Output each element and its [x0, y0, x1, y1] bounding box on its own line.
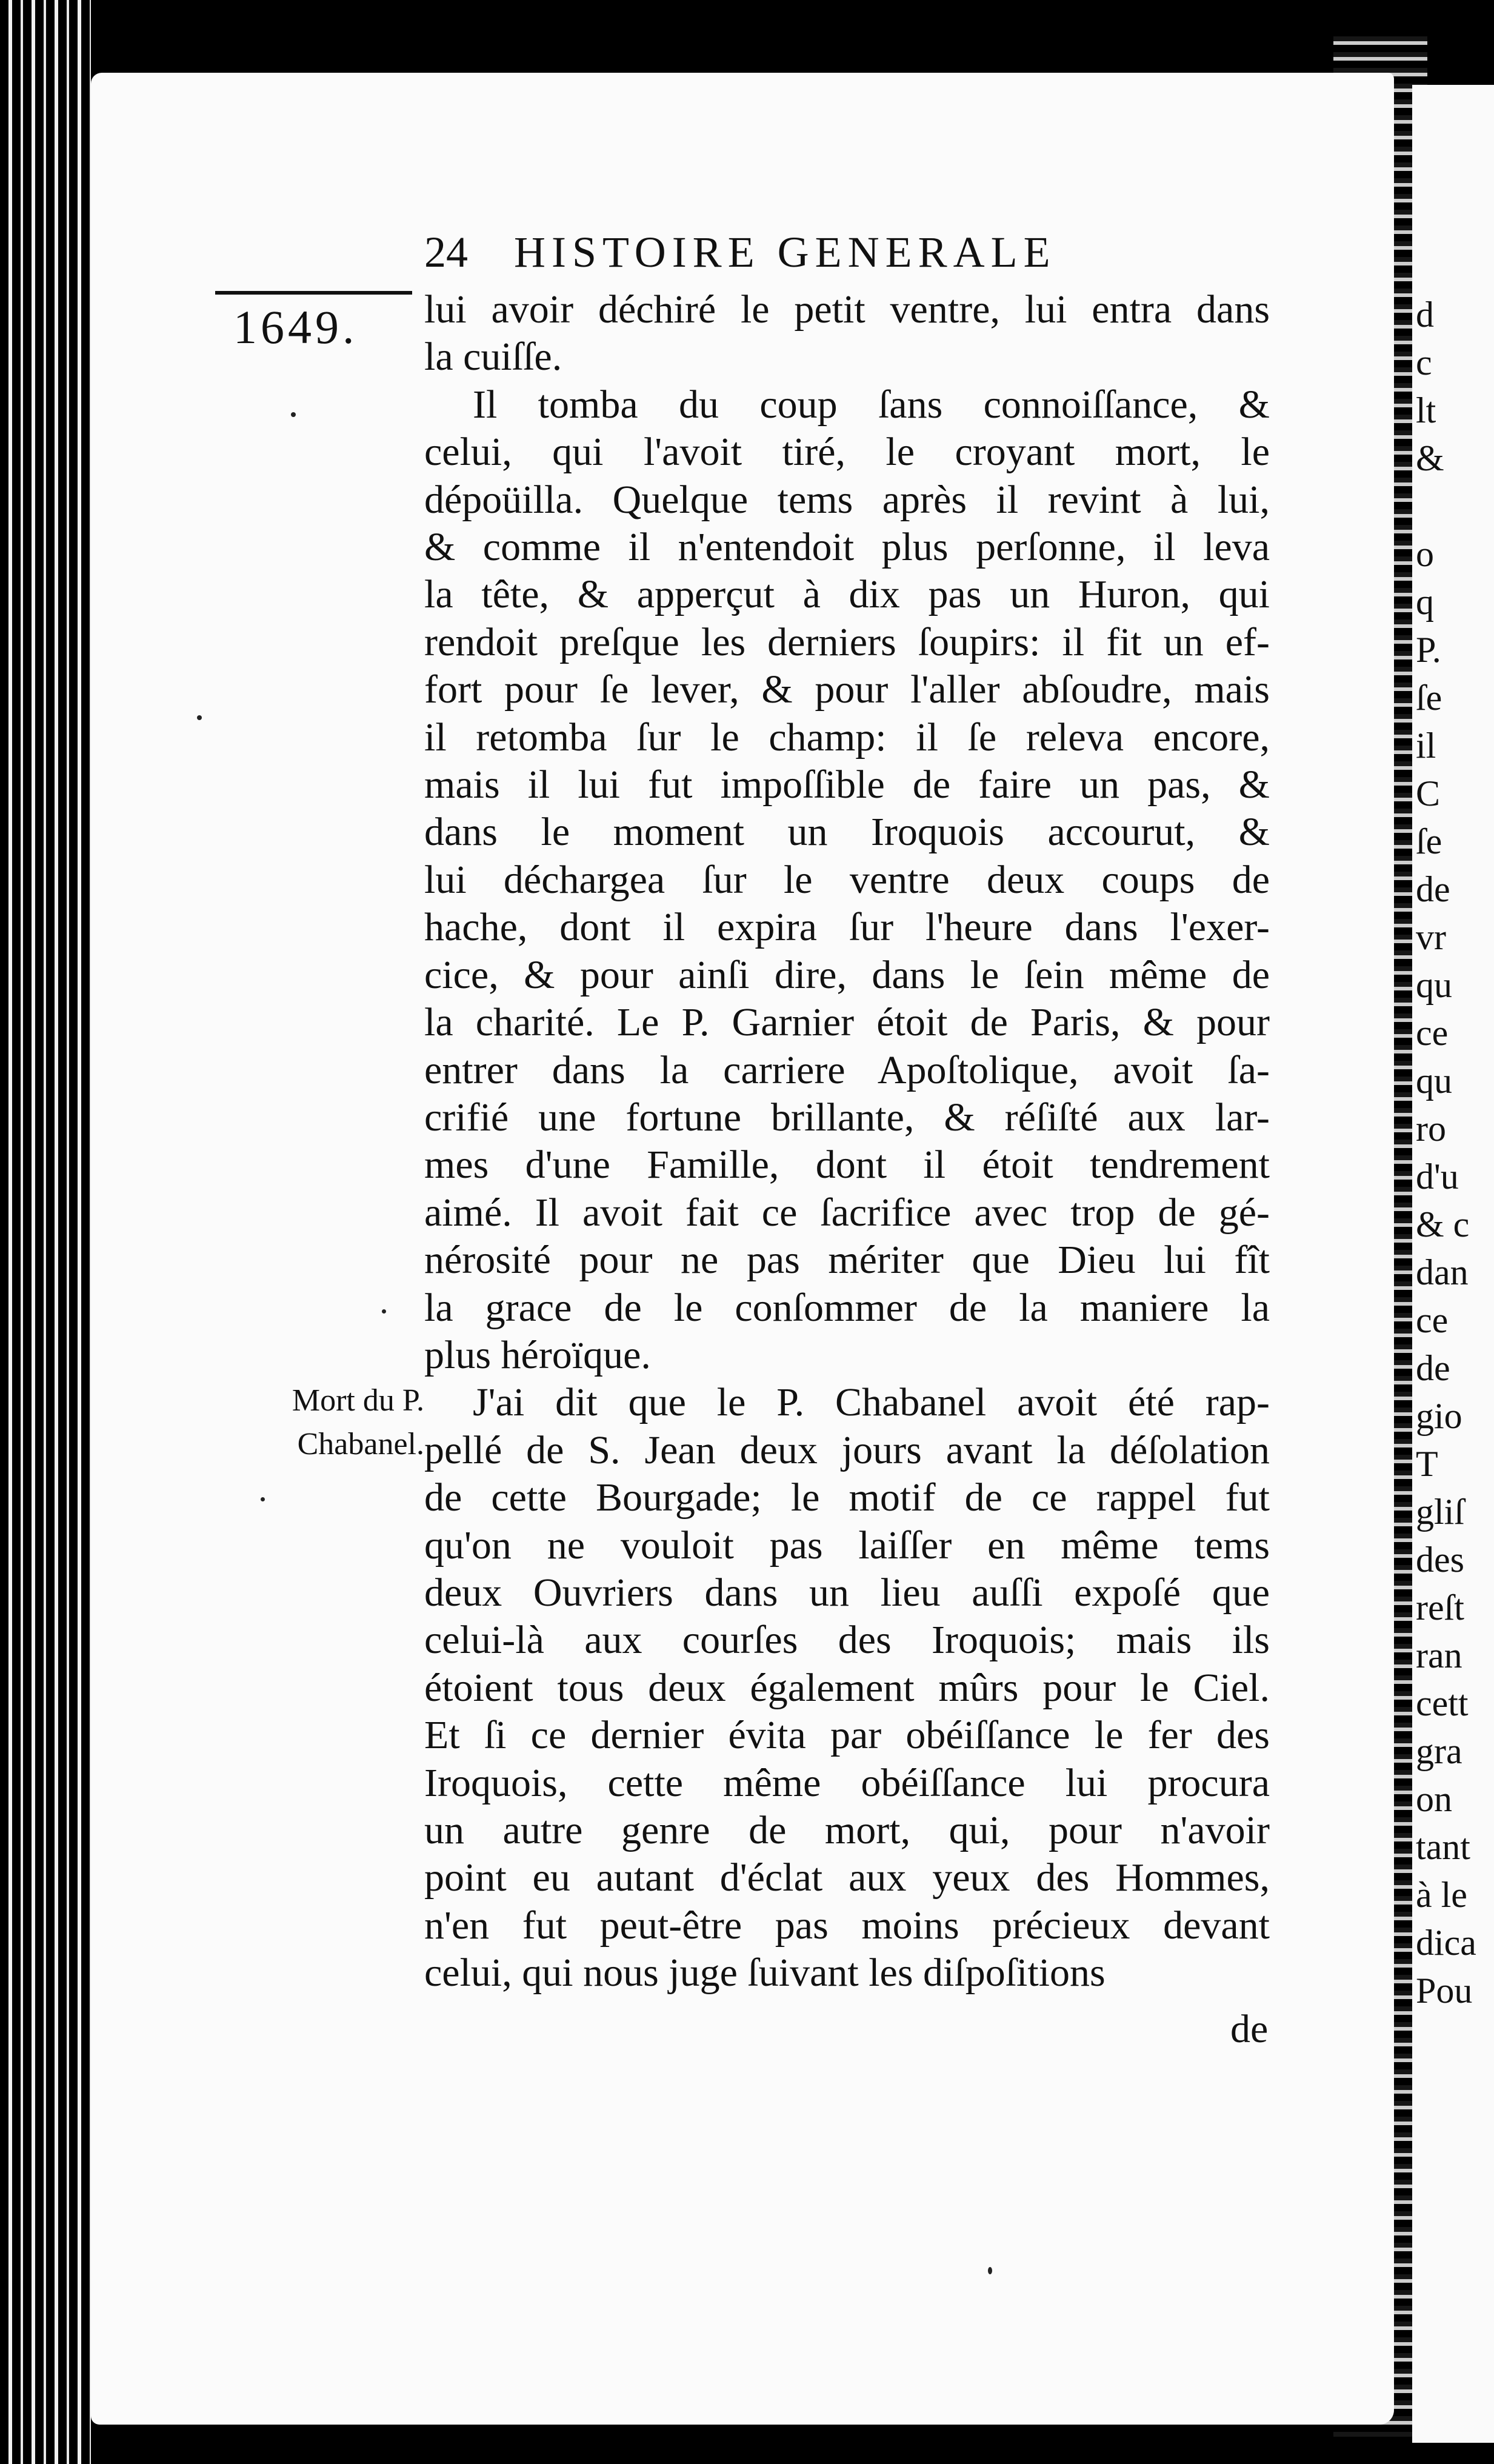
text-line: n'en fut peut-être pas moins précieux devant [424, 1903, 1270, 1948]
facing-page-line: vr [1416, 917, 1446, 957]
ink-speck [261, 1497, 265, 1501]
text-line: aimé. Il avoit fait ce ſacrifice avec trop de gé- [424, 1190, 1270, 1235]
text-line: pellé de S. Jean deux jours avant la déſolation [424, 1427, 1270, 1472]
facing-page-line: dica [1416, 1923, 1476, 1963]
facing-page-line: lt [1416, 390, 1436, 430]
facing-page-line: Pou [1416, 1971, 1473, 2011]
text-line: cice, & pour ainſi dire, dans le ſein même de [424, 952, 1270, 997]
facing-page-line: tant [1416, 1827, 1470, 1867]
text-line: mes d'une Famille, dont il étoit tendrement [424, 1143, 1270, 1187]
facing-page-line: C [1416, 773, 1441, 813]
text-line: rendoit preſque les derniers ſoupirs: il fit un ef- [424, 619, 1270, 664]
facing-page-line: ro [1416, 1109, 1446, 1149]
text-line: plus héroïque. [424, 1332, 651, 1377]
facing-page-line [1412, 482, 1494, 530]
text-line: la tête, & apperçut à dix pas un Huron, qui [424, 572, 1270, 617]
facing-page-line: il [1416, 726, 1436, 766]
text-line: celui, qui nous juge ſuivant les diſpoſitions [424, 1951, 1105, 1995]
text-line: la charité. Le P. Garnier étoit de Paris, & pour [424, 1000, 1270, 1045]
facing-page-line: ce [1416, 1013, 1449, 1053]
facing-page-line: qu [1416, 1061, 1452, 1101]
text-line: deux Ouvriers dans un lieu auſſi expoſé que [424, 1570, 1270, 1615]
text-line: celui, qui l'avoit tiré, le croyant mort, le [424, 430, 1270, 475]
ink-speck [291, 412, 296, 417]
page-number: 24 [424, 228, 468, 276]
text-line: lui avoir déchiré le petit ventre, lui entra dans [424, 287, 1270, 332]
facing-page-line: de [1416, 1348, 1450, 1388]
facing-page-line: & c [1416, 1204, 1470, 1244]
text-line: dépoüilla. Quelque tems après il revint à lui, [424, 477, 1270, 522]
facing-page-line: P. [1416, 630, 1441, 670]
margin-note-line-2: Chabanel. [297, 1427, 424, 1461]
ink-speck [197, 715, 202, 720]
margin-note-line-1: Mort du P. [292, 1383, 424, 1418]
body-text [424, 286, 1270, 1997]
text-line: la cuiſſe. [424, 335, 562, 379]
text-line: crifié une fortune brillante, & réſiſté aux lar- [424, 1095, 1270, 1140]
text-line: la grace de le conſommer de la maniere la [424, 1285, 1270, 1330]
facing-page-line: des [1416, 1540, 1464, 1580]
text-line: dans le moment un Iroquois accourut, & [424, 810, 1270, 855]
text-line: qu'on ne vouloit pas laiſſer en même tems [424, 1523, 1270, 1568]
facing-page-fragment [1412, 85, 1494, 2443]
book-spine-edge [0, 0, 91, 2464]
text-line: & comme il n'entendoit plus perſonne, il leva [424, 525, 1270, 570]
text-line: point eu autant d'éclat aux yeux des Hommes, [424, 1855, 1270, 1900]
ink-speck [988, 2267, 992, 2274]
running-title: HISTOIRE GENERALE [514, 228, 1056, 276]
facing-page-line: de [1416, 869, 1450, 909]
catchword: de [1230, 2007, 1269, 2051]
facing-page-line: on [1416, 1779, 1452, 1819]
margin-rule [215, 291, 412, 295]
facing-page-line: o [1416, 534, 1434, 574]
facing-page-line: ce [1416, 1300, 1449, 1340]
margin-note [218, 1379, 424, 1466]
facing-page-line: q [1416, 582, 1434, 622]
margin-year: 1649. [233, 301, 358, 353]
facing-page-line: ſe [1416, 821, 1442, 861]
facing-page-line: gio [1416, 1396, 1462, 1436]
text-line: nérosité pour ne pas mériter que Dieu lui fît [424, 1238, 1270, 1283]
facing-page-line: c [1416, 342, 1432, 382]
facing-page-line: & [1416, 438, 1444, 478]
facing-page-line: gra [1416, 1731, 1462, 1771]
facing-page-line: ſe [1416, 678, 1442, 718]
text-line: il retomba ſur le champ: il ſe releva encore, [424, 715, 1270, 760]
text-line: Il tomba du coup ſans connoiſſance, & [473, 382, 1270, 427]
text-line: J'ai dit que le P. Chabanel avoit été rap- [473, 1380, 1270, 1425]
facing-page-line: d'u [1416, 1157, 1459, 1197]
text-line: fort pour ſe lever, & pour l'aller abſoudre, mais [424, 667, 1270, 712]
text-line: étoient tous deux également mûrs pour le Ciel. [424, 1665, 1270, 1710]
text-line: lui déchargea ſur le ventre deux coups de [424, 857, 1270, 902]
text-line: de cette Bourgade; le motif de ce rappel fut [424, 1475, 1270, 1520]
facing-page-line: à le [1416, 1875, 1467, 1915]
text-line: entrer dans la carriere Apoſtolique, avoit ſa- [424, 1047, 1270, 1092]
facing-page-line: reſt [1416, 1588, 1464, 1628]
text-line: Iroquois, cette même obéiſſance lui procura [424, 1760, 1270, 1805]
facing-page-line: gliſ [1416, 1492, 1465, 1532]
running-header [424, 227, 1056, 278]
facing-page-line: ran [1416, 1635, 1462, 1675]
facing-page-line: qu [1416, 965, 1452, 1005]
facing-page-line: cett [1416, 1683, 1469, 1723]
text-line: Et ſi ce dernier évita par obéiſſance le fer des [424, 1713, 1270, 1758]
facing-page-line: d [1416, 295, 1434, 335]
text-line: un autre genre de mort, qui, pour n'avoir [424, 1808, 1270, 1852]
facing-page-line: dan [1416, 1252, 1469, 1292]
facing-page-line: T [1416, 1444, 1438, 1484]
text-line: celui-là aux courſes des Iroquois; mais ils [424, 1618, 1270, 1663]
text-line: hache, dont il expira ſur l'heure dans l'exer- [424, 905, 1270, 950]
text-line: mais il lui fut impoſſible de faire un pas, & [424, 763, 1270, 807]
ink-speck [382, 1309, 386, 1314]
